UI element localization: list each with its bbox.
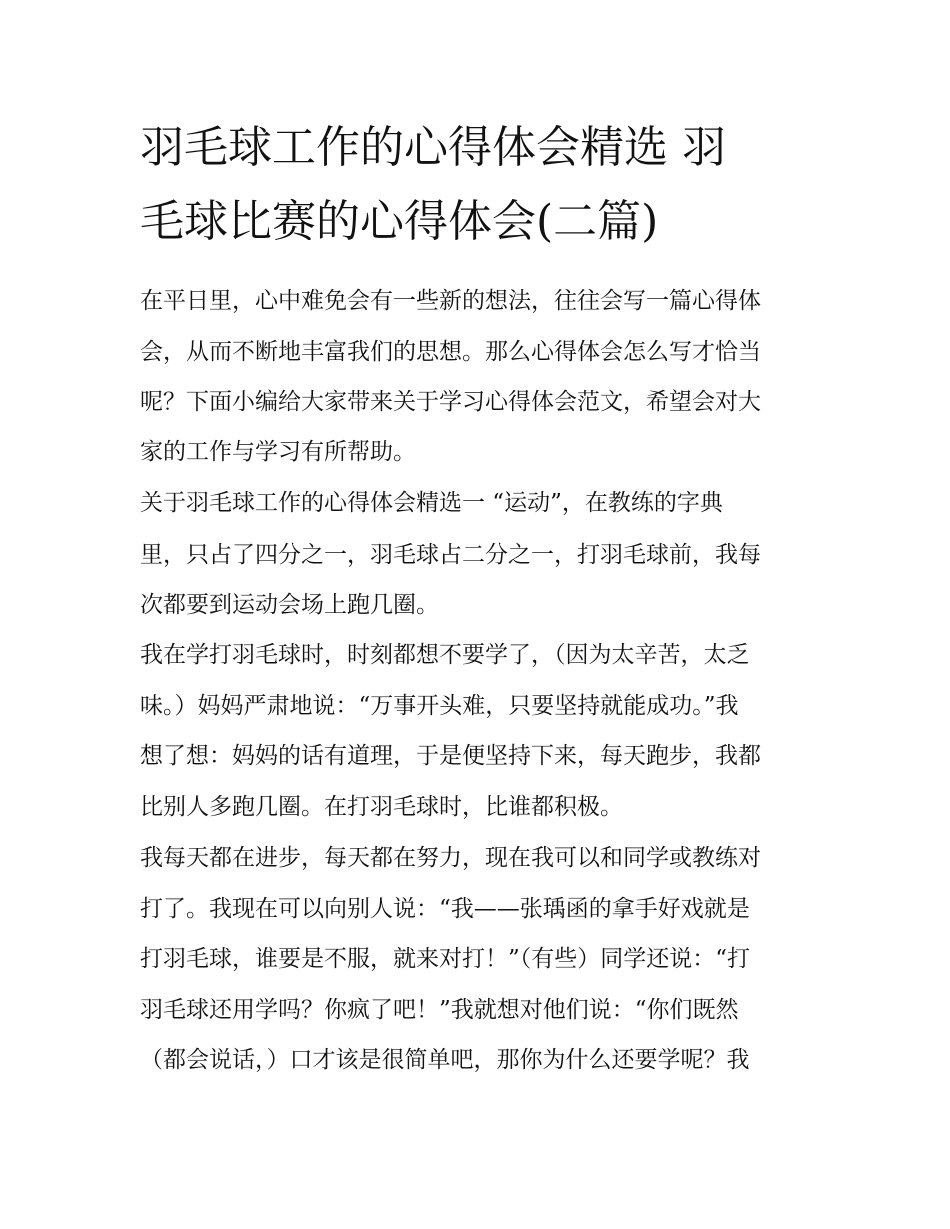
- body-text-line-4: 家的工作与学习有所帮助。: [140, 439, 416, 465]
- document-title-line-2: 毛球比赛的心得体会(二篇): [140, 196, 659, 247]
- body-text-line-12: 我每天都在进步，每天都在努力，现在我可以和同学或教练对: [140, 845, 761, 871]
- document-title-line-1: 羽毛球工作的心得体会精选 羽: [140, 122, 726, 173]
- body-text-line-7: 次都要到运动会场上跑几圈。: [140, 592, 439, 618]
- body-text-line-13: 打了。我现在可以向别人说：“我——张瑀函的拿手好戏就是: [140, 896, 750, 922]
- body-text-line-11: 比别人多跑几圈。在打羽毛球时，比谁都积极。: [140, 794, 623, 820]
- body-text-line-10: 想了想：妈妈的话有道理，于是便坚持下来，每天跑步，我都: [140, 743, 761, 769]
- body-text-line-9: 味。）妈妈严肃地说：“万事开头难，只要坚持就能成功。”我: [140, 693, 739, 719]
- body-text-line-15: 羽毛球还用学吗？你疯了吧！”我就想对他们说：“你们既然: [140, 997, 739, 1023]
- body-text-line-1: 在平日里，心中难免会有一些新的想法，往往会写一篇心得体: [140, 288, 761, 314]
- body-text-line-8: 我在学打羽毛球时，时刻都想不要学了，（因为太辛苦，太乏: [140, 642, 750, 668]
- body-text-line-2: 会，从而不断地丰富我们的思想。那么心得体会怎么写才恰当: [140, 339, 761, 365]
- body-text-line-3: 呢？下面小编给大家带来关于学习心得体会范文，希望会对大: [140, 389, 761, 415]
- body-text-line-14: 打羽毛球，谁要是不服，就来对打！”（有些）同学还说：“打: [140, 946, 751, 972]
- body-text-line-16: （都会说话，）口才该是很简单吧，那你为什么还要学呢？我: [140, 1047, 750, 1073]
- body-text-line-5: 关于羽毛球工作的心得体会精选一 “运动”，在教练的字典: [140, 490, 723, 516]
- body-text-line-6: 里，只占了四分之一，羽毛球占二分之一，打羽毛球前，我每: [140, 542, 761, 568]
